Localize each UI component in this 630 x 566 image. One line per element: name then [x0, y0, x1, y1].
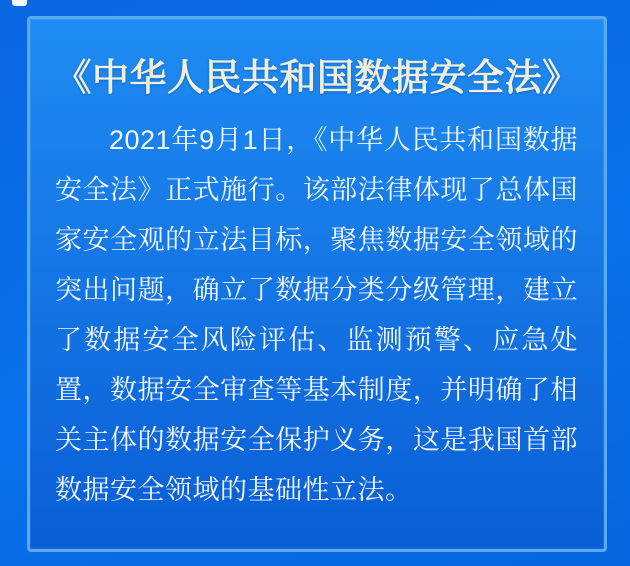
law-card	[27, 16, 607, 552]
poster-title: 《中华人民共和国数据安全法》	[54, 57, 580, 98]
poster-body: 2021年9月1日，《中华人民共和国数据安全法》正式施行。该部法律体现了总体国家安全观的立法目标，聚焦数据安全领域的突出问题，确立了数据分类分级管理，建立了数据安全风险评估、监测预警、应急处置，数据安全审查等基本制度，并明确了相关主体的数据安全保护义务，这是我国首部数据安全领域的基础性立法。	[55, 124, 578, 505]
white-corner-artifact	[12, 0, 27, 6]
